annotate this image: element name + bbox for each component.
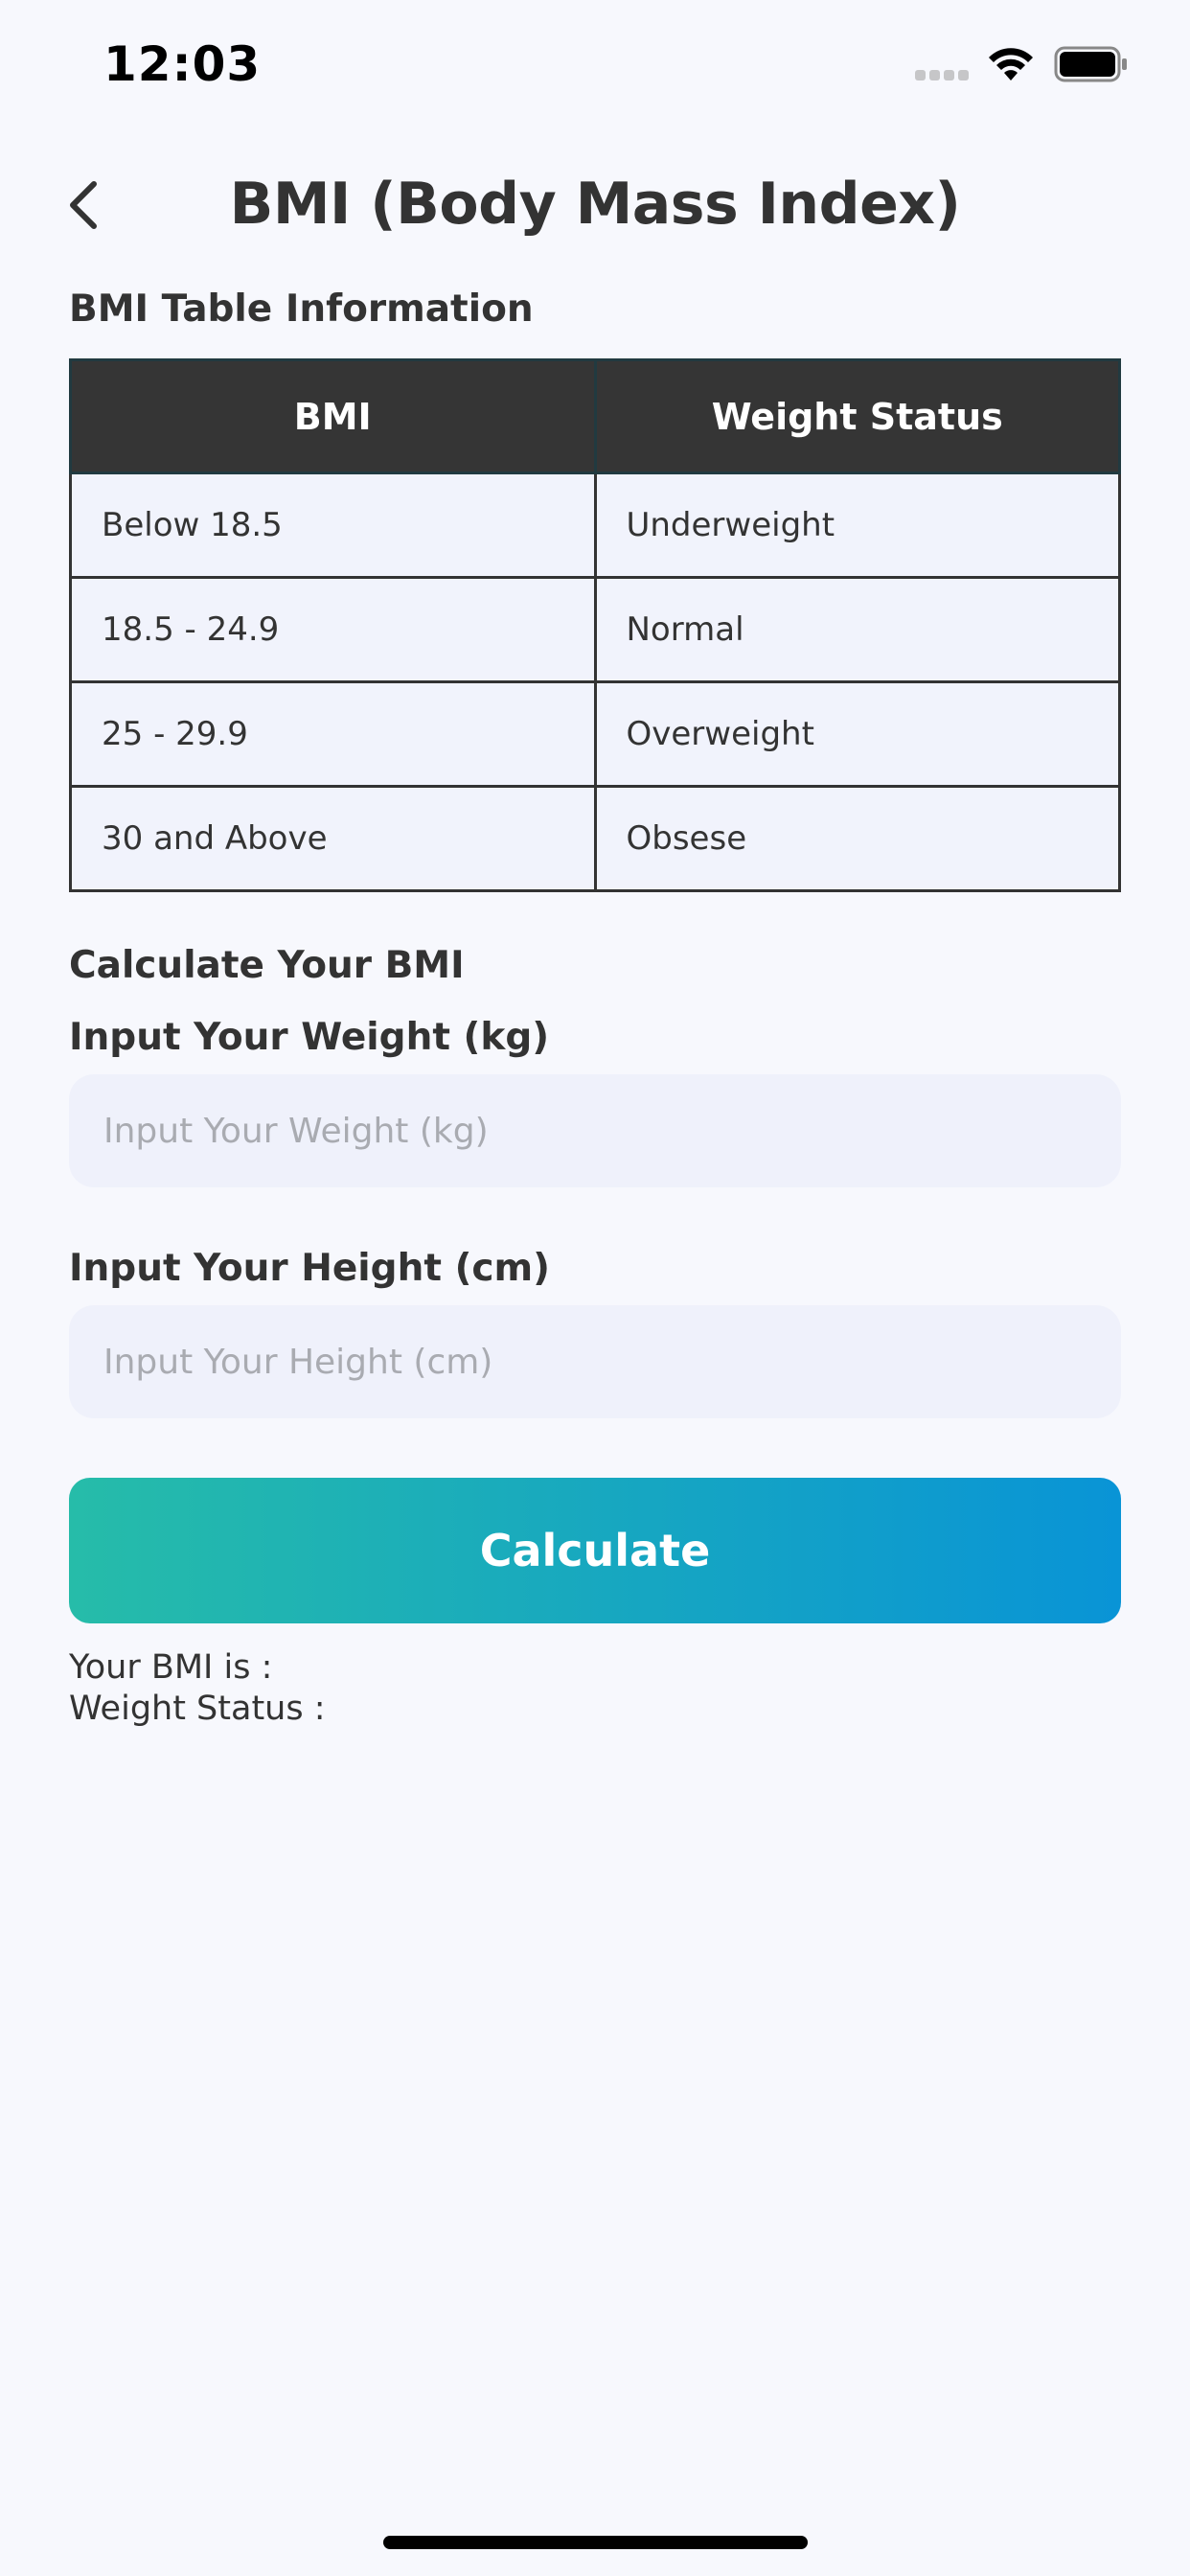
- column-header-weight-status: Weight Status: [595, 360, 1120, 473]
- status-time: 12:03: [103, 36, 262, 92]
- table-row: [71, 578, 1120, 682]
- wifi-icon: [987, 44, 1035, 82]
- bmi-table: [69, 358, 1121, 892]
- bmi-range-cell: 18.5 - 24.9: [71, 578, 596, 682]
- bmi-range-cell: Below 18.5: [71, 473, 596, 578]
- status-bar: [0, 0, 1190, 129]
- weight-status-result-label: Weight Status :: [69, 1690, 326, 1728]
- weight-input[interactable]: [69, 1074, 1121, 1187]
- home-indicator[interactable]: [383, 2536, 808, 2549]
- bmi-result-label: Your BMI is :: [69, 1648, 273, 1687]
- bmi-range-cell: 30 and Above: [71, 787, 596, 891]
- weight-status-cell: Obsese: [595, 787, 1120, 891]
- page-title: BMI (Body Mass Index): [229, 171, 961, 238]
- weight-field-label: Input Your Weight (kg): [69, 1016, 550, 1059]
- height-input[interactable]: [69, 1305, 1121, 1418]
- cellular-signal-icon: [915, 70, 971, 81]
- calculator-section-label: Calculate Your BMI: [69, 944, 465, 987]
- table-header-row: [71, 360, 1120, 473]
- battery-icon: [1054, 46, 1129, 82]
- bmi-range-cell: 25 - 29.9: [71, 682, 596, 787]
- table-row: [71, 473, 1120, 578]
- height-field-label: Input Your Height (cm): [69, 1247, 550, 1290]
- calculate-button[interactable]: Calculate: [69, 1478, 1121, 1623]
- weight-status-cell: Normal: [595, 578, 1120, 682]
- table-section-label: BMI Table Information: [69, 288, 534, 331]
- table-row: [71, 682, 1120, 787]
- table-row: [71, 787, 1120, 891]
- column-header-bmi: BMI: [71, 360, 596, 473]
- weight-status-cell: Underweight: [595, 473, 1120, 578]
- weight-status-cell: Overweight: [595, 682, 1120, 787]
